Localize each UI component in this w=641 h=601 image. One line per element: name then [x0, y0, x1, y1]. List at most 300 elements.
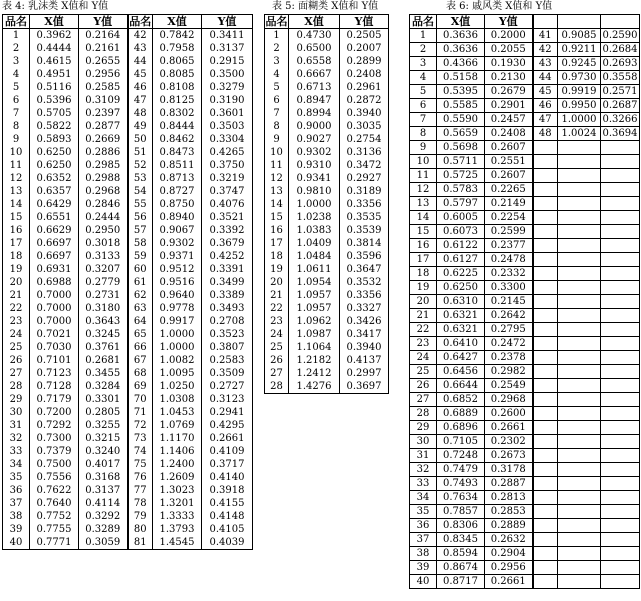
- cell-y: 0.3190: [202, 94, 253, 107]
- cell-y: 0.2265: [485, 183, 533, 197]
- cell-y: 0.3509: [202, 367, 253, 380]
- cell-x: 0.8947: [289, 94, 340, 107]
- cell-x: 0.7101: [30, 354, 79, 367]
- cell-name: 26: [3, 354, 30, 367]
- cell-empty: [533, 393, 558, 407]
- cell-x: 0.9310: [289, 159, 340, 172]
- cell-empty: [558, 309, 601, 323]
- cell-x: 0.8302: [153, 107, 202, 120]
- cell-empty: [533, 365, 558, 379]
- cell-name: 21: [410, 309, 437, 323]
- cell-y: 0.2505: [340, 29, 389, 43]
- cell-x: 0.5116: [30, 81, 79, 94]
- cell-x: 1.1170: [153, 432, 202, 445]
- cell-x: 0.5705: [30, 107, 79, 120]
- cell-name: 8: [265, 120, 289, 133]
- cell-y: 0.2899: [340, 55, 389, 68]
- table-row: [410, 351, 640, 365]
- cell-x: 1.2182: [289, 354, 340, 367]
- cell-name: 39: [410, 561, 437, 575]
- table-row: [265, 185, 389, 198]
- cell-y: 0.2877: [79, 120, 128, 133]
- cell-x: 0.7292: [30, 419, 79, 432]
- cell-y: 0.4252: [202, 250, 253, 263]
- cell-name: 15: [265, 211, 289, 224]
- cell-y: 0.3392: [202, 224, 253, 237]
- cell-name: 51: [128, 146, 153, 159]
- cell-empty: [601, 183, 640, 197]
- cell-y: 0.4017: [79, 458, 128, 471]
- table-row: [410, 281, 640, 295]
- cell-y: 0.3327: [340, 302, 389, 315]
- table-header-row: [265, 15, 389, 29]
- cell-name: 40: [3, 536, 30, 550]
- cell-y: 0.3455: [79, 367, 128, 380]
- cell-name: 12: [3, 172, 30, 185]
- cell-name: 37: [3, 497, 30, 510]
- cell-empty: [601, 547, 640, 561]
- cell-y: 0.2669: [79, 133, 128, 146]
- cell-y: 0.3940: [340, 341, 389, 354]
- cell-empty: [533, 547, 558, 561]
- cell-x: 0.9810: [289, 185, 340, 198]
- cell-y: 0.2795: [485, 323, 533, 337]
- cell-empty: [533, 533, 558, 547]
- cell-name: 68: [128, 367, 153, 380]
- table-row: [3, 198, 253, 211]
- cell-empty: [601, 407, 640, 421]
- cell-name: 4: [265, 68, 289, 81]
- table-row: [3, 302, 253, 315]
- cell-y: 0.2731: [79, 289, 128, 302]
- cell-empty: [558, 337, 601, 351]
- cell-y: 0.4155: [202, 497, 253, 510]
- cell-empty: [601, 225, 640, 239]
- cell-empty: [533, 519, 558, 533]
- cell-x: 0.7771: [30, 536, 79, 550]
- cell-empty: [558, 407, 601, 421]
- table-row: [265, 354, 389, 367]
- cell-y: 0.2982: [485, 365, 533, 379]
- cell-name: 47: [128, 94, 153, 107]
- cell-y: 0.4265: [202, 146, 253, 159]
- table6-chiffon-xy: [409, 14, 640, 589]
- cell-x: 1.0383: [289, 224, 340, 237]
- col-header-y: Y值: [485, 15, 533, 29]
- cell-y: 0.3601: [202, 107, 253, 120]
- table-row: [3, 94, 253, 107]
- cell-name: 55: [128, 198, 153, 211]
- cell-empty: [533, 575, 558, 589]
- table-row: [3, 68, 253, 81]
- cell-empty: [533, 239, 558, 253]
- cell-x: 0.6122: [437, 239, 485, 253]
- cell-name: 8: [3, 120, 30, 133]
- cell-y: 0.3284: [79, 380, 128, 393]
- cell-name: 14: [265, 198, 289, 211]
- cell-y: 0.3266: [602, 114, 638, 125]
- cell-x: 0.5893: [30, 133, 79, 146]
- cell-name: 9: [265, 133, 289, 146]
- cell-empty: [558, 281, 601, 295]
- cell-name: 25: [410, 365, 437, 379]
- cell-name: 5: [265, 81, 289, 94]
- cell-y: 0.3426: [340, 315, 389, 328]
- cell-x: 0.8594: [437, 547, 485, 561]
- table-row: [265, 237, 389, 250]
- cell-name: 27: [410, 393, 437, 407]
- cell-name: 29: [410, 421, 437, 435]
- cell-y: 0.2444: [79, 211, 128, 224]
- cell-x: 0.7755: [30, 523, 79, 536]
- table-row: [265, 315, 389, 328]
- cell-empty: [601, 379, 640, 393]
- cell-name: 33: [410, 477, 437, 491]
- cell-name: 3: [265, 55, 289, 68]
- cell-x: 1.0238: [289, 211, 340, 224]
- cell-y: 0.3750: [202, 159, 253, 172]
- cell-y: 0.2007: [340, 42, 389, 55]
- cell-empty: [558, 323, 601, 337]
- cell-name: 25: [265, 341, 289, 354]
- cell-y: 0.2145: [485, 295, 533, 309]
- cell-empty: [601, 449, 640, 463]
- cell-y: 0.3245: [79, 328, 128, 341]
- table-row: [410, 211, 640, 225]
- cell-y: 0.3539: [340, 224, 389, 237]
- cell-y: 0.2457: [485, 113, 533, 127]
- cell-y: 0.2889: [485, 519, 533, 533]
- cell-name: 12: [265, 172, 289, 185]
- cell-x: 0.9085: [558, 29, 601, 43]
- table-row: [410, 561, 640, 575]
- cell-name: 79: [128, 510, 153, 523]
- cell-empty: [558, 533, 601, 547]
- cell-name: 56: [128, 211, 153, 224]
- table-row: [3, 315, 253, 328]
- cell-y: 0.2853: [485, 505, 533, 519]
- cell-empty: [558, 155, 601, 169]
- cell-x: 1.0611: [289, 263, 340, 276]
- cell-name: 19: [3, 263, 30, 276]
- cell-name: 30: [410, 435, 437, 449]
- cell-name: 40: [410, 575, 437, 589]
- cell-empty: [601, 477, 640, 491]
- cell-y: 0.3814: [340, 237, 389, 250]
- table-row: [410, 575, 640, 589]
- cell-x: 0.8462: [153, 133, 202, 146]
- cell-name: 10: [265, 146, 289, 159]
- cell-name: 52: [128, 159, 153, 172]
- cell-name: 22: [410, 323, 437, 337]
- cell-x: 0.7857: [437, 505, 485, 519]
- cell-name: 53: [128, 172, 153, 185]
- cell-empty: [601, 519, 640, 533]
- cell-name: 9: [3, 133, 30, 146]
- cell-name: 5: [3, 81, 30, 94]
- cell-name: 59: [128, 250, 153, 263]
- cell-empty: [533, 351, 558, 365]
- cell-y: 0.4148: [202, 510, 253, 523]
- col-header-blank: [601, 15, 640, 29]
- table-row: [265, 55, 389, 68]
- cell-x: 0.9950: [558, 99, 601, 113]
- cell-empty: [558, 267, 601, 281]
- table-row: [3, 276, 253, 289]
- cell-name: 42: [128, 29, 153, 43]
- cell-empty: [533, 421, 558, 435]
- cell-x: 1.3201: [153, 497, 202, 510]
- table-row: [3, 29, 253, 43]
- cell-y: 0.3215: [79, 432, 128, 445]
- cell-name: 5: [410, 85, 437, 99]
- cell-empty: [533, 295, 558, 309]
- cell-x: 0.7958: [153, 42, 202, 55]
- cell-y: 0.3747: [202, 185, 253, 198]
- cell-y: 0.2988: [79, 172, 128, 185]
- cell-x: 1.0769: [153, 419, 202, 432]
- cell-name: 4: [3, 68, 30, 81]
- table-row: [265, 146, 389, 159]
- table-row: [3, 159, 253, 172]
- table-row: [265, 211, 389, 224]
- cell-y: 0.2872: [340, 94, 389, 107]
- cell-name: 28: [410, 407, 437, 421]
- cell-y: 0.3647: [340, 263, 389, 276]
- col-header-name: 品名: [410, 15, 437, 29]
- cell-x: 0.8994: [289, 107, 340, 120]
- cell-empty: [558, 477, 601, 491]
- cell-x: 0.8674: [437, 561, 485, 575]
- cell-empty: [601, 561, 640, 575]
- cell-y: 0.2708: [202, 315, 253, 328]
- table-row: [265, 120, 389, 133]
- cell-y: 0.3356: [340, 198, 389, 211]
- cell-y: 0.3417: [340, 328, 389, 341]
- cell-y: 0.4039: [202, 536, 253, 550]
- cell-x: 0.8108: [153, 81, 202, 94]
- cell-x: 0.7556: [30, 471, 79, 484]
- table5-caption: 表 5: 面糊类 X值和 Y值: [272, 1, 379, 12]
- cell-empty: [601, 323, 640, 337]
- cell-x: 0.9778: [153, 302, 202, 315]
- table-row: [410, 71, 640, 85]
- cell-y: 0.3136: [340, 146, 389, 159]
- cell-x: 0.6551: [30, 211, 79, 224]
- cell-empty: [601, 393, 640, 407]
- cell-y: 0.3717: [202, 458, 253, 471]
- cell-empty: [533, 379, 558, 393]
- cell-x: 0.5395: [437, 85, 485, 99]
- col-header-name: 品名: [3, 15, 30, 29]
- cell-y: 0.3018: [79, 237, 128, 250]
- cell-y: 0.3596: [340, 250, 389, 263]
- cell-y: 0.3558: [602, 72, 638, 83]
- cell-name: 19: [265, 263, 289, 276]
- cell-x: 0.7752: [30, 510, 79, 523]
- cell-empty: [558, 365, 601, 379]
- table-row: [265, 68, 389, 81]
- cell-name: 4: [410, 71, 437, 85]
- cell-empty: [533, 211, 558, 225]
- cell-y: 0.3035: [340, 120, 389, 133]
- cell-x: 1.0000: [153, 328, 202, 341]
- cell-empty: [601, 575, 640, 589]
- cell-x: 0.7842: [153, 29, 202, 43]
- cell-y: 0.3300: [485, 281, 533, 295]
- cell-empty: [601, 463, 640, 477]
- cell-x: 0.7200: [30, 406, 79, 419]
- cell-name: 17: [3, 237, 30, 250]
- col-header-x: X值: [30, 15, 79, 29]
- cell-y: 0.2585: [79, 81, 128, 94]
- table-row: [3, 367, 253, 380]
- cell-name: 46: [128, 81, 153, 94]
- table-row: [265, 42, 389, 55]
- cell-empty: [533, 253, 558, 267]
- table-row: [265, 81, 389, 94]
- cell-empty: [533, 155, 558, 169]
- cell-y: 0.2887: [485, 477, 533, 491]
- cell-x: 1.0962: [289, 315, 340, 328]
- cell-y: 0.2679: [485, 85, 533, 99]
- cell-y: 0.3304: [202, 133, 253, 146]
- cell-name: 6: [410, 99, 437, 113]
- cell-y: 0.2956: [485, 561, 533, 575]
- cell-y: 0.2655: [79, 55, 128, 68]
- cell-y: 0.2968: [79, 185, 128, 198]
- cell-y: 0.3697: [340, 380, 389, 394]
- table-row: [3, 523, 253, 536]
- cell-name: 50: [128, 133, 153, 146]
- cell-y: 0.2599: [485, 225, 533, 239]
- cell-name: 14: [410, 211, 437, 225]
- cell-name: 61: [128, 276, 153, 289]
- cell-name: 77: [128, 484, 153, 497]
- cell-x: 0.6250: [30, 146, 79, 159]
- table-row: [3, 536, 253, 550]
- cell-x: 0.6629: [30, 224, 79, 237]
- cell-x: 0.6429: [30, 198, 79, 211]
- cell-x: 0.7479: [437, 463, 485, 477]
- cell-name: 15: [410, 225, 437, 239]
- cell-x: 0.9067: [153, 224, 202, 237]
- cell-x: 0.6852: [437, 393, 485, 407]
- cell-name: 18: [265, 250, 289, 263]
- cell-x: 0.6352: [30, 172, 79, 185]
- cell-empty: [533, 309, 558, 323]
- table-row: [410, 449, 640, 463]
- table-row: [410, 323, 640, 337]
- cell-x: 1.0957: [289, 302, 340, 315]
- table-row: [265, 341, 389, 354]
- table-row: [3, 133, 253, 146]
- cell-name: 81: [128, 536, 153, 550]
- cell-name: 22: [265, 302, 289, 315]
- cell-y: 0.2673: [485, 449, 533, 463]
- table-row: [410, 547, 640, 561]
- cell-x: 0.7179: [30, 393, 79, 406]
- cell-y: 0.2904: [485, 547, 533, 561]
- cell-x: 0.7105: [437, 435, 485, 449]
- cell-name: 3: [3, 55, 30, 68]
- cell-x: 0.8065: [153, 55, 202, 68]
- table-row: [3, 55, 253, 68]
- col-header-blank: [558, 15, 601, 29]
- table-row: [410, 113, 640, 127]
- cell-x: 0.9640: [153, 289, 202, 302]
- table-row: [3, 341, 253, 354]
- cell-empty: [558, 421, 601, 435]
- cell-x: 0.6250: [437, 281, 485, 295]
- cell-y: 0.2607: [485, 169, 533, 183]
- cell-x: 0.7030: [30, 341, 79, 354]
- cell-empty: [533, 337, 558, 351]
- cell-y: 0.4114: [79, 497, 128, 510]
- cell-x: 0.4730: [289, 29, 340, 43]
- cell-name: 28: [3, 380, 30, 393]
- cell-x: 1.0000: [289, 198, 340, 211]
- cell-y: 0.3694: [602, 128, 638, 139]
- cell-empty: [601, 281, 640, 295]
- table-row: [410, 127, 640, 141]
- table-row: [410, 43, 640, 57]
- cell-empty: [601, 491, 640, 505]
- cell-x: 0.9512: [153, 263, 202, 276]
- cell-x: 0.9245: [558, 57, 601, 71]
- cell-name: 10: [3, 146, 30, 159]
- cell-empty: [601, 309, 640, 323]
- cell-y: 0.3679: [202, 237, 253, 250]
- cell-x: 0.8750: [153, 198, 202, 211]
- cell-x: 1.0024: [558, 127, 601, 141]
- table-row: [3, 289, 253, 302]
- col-header-x: X值: [289, 15, 340, 29]
- cell-x: 1.3023: [153, 484, 202, 497]
- cell-y: 0.2583: [202, 354, 253, 367]
- table-header-row: [3, 15, 253, 29]
- cell-name: 48: [533, 127, 558, 141]
- cell-name: 20: [265, 276, 289, 289]
- cell-empty: [533, 197, 558, 211]
- cell-x: 0.5783: [437, 183, 485, 197]
- table-row: [410, 57, 640, 71]
- cell-x: 1.0954: [289, 276, 340, 289]
- cell-y: 0.4137: [340, 354, 389, 367]
- cell-x: 0.6005: [437, 211, 485, 225]
- table-row: [3, 146, 253, 159]
- table-row: [410, 85, 640, 99]
- cell-empty: [533, 435, 558, 449]
- cell-empty: [533, 323, 558, 337]
- cell-name: 44: [533, 71, 558, 85]
- cell-x: 0.8473: [153, 146, 202, 159]
- cell-x: 0.8940: [153, 211, 202, 224]
- table-row: [265, 263, 389, 276]
- cell-name: 36: [410, 519, 437, 533]
- cell-x: 0.6410: [437, 337, 485, 351]
- table-row: [265, 159, 389, 172]
- cell-name: 30: [3, 406, 30, 419]
- table5-batter-xy: [264, 14, 389, 394]
- cell-empty: [601, 337, 640, 351]
- cell-x: 0.6896: [437, 421, 485, 435]
- cell-empty: [558, 351, 601, 365]
- cell-x: 0.8511: [153, 159, 202, 172]
- cell-x: 0.9211: [558, 43, 601, 57]
- cell-y: 0.2985: [79, 159, 128, 172]
- cell-y: 0.3643: [79, 315, 128, 328]
